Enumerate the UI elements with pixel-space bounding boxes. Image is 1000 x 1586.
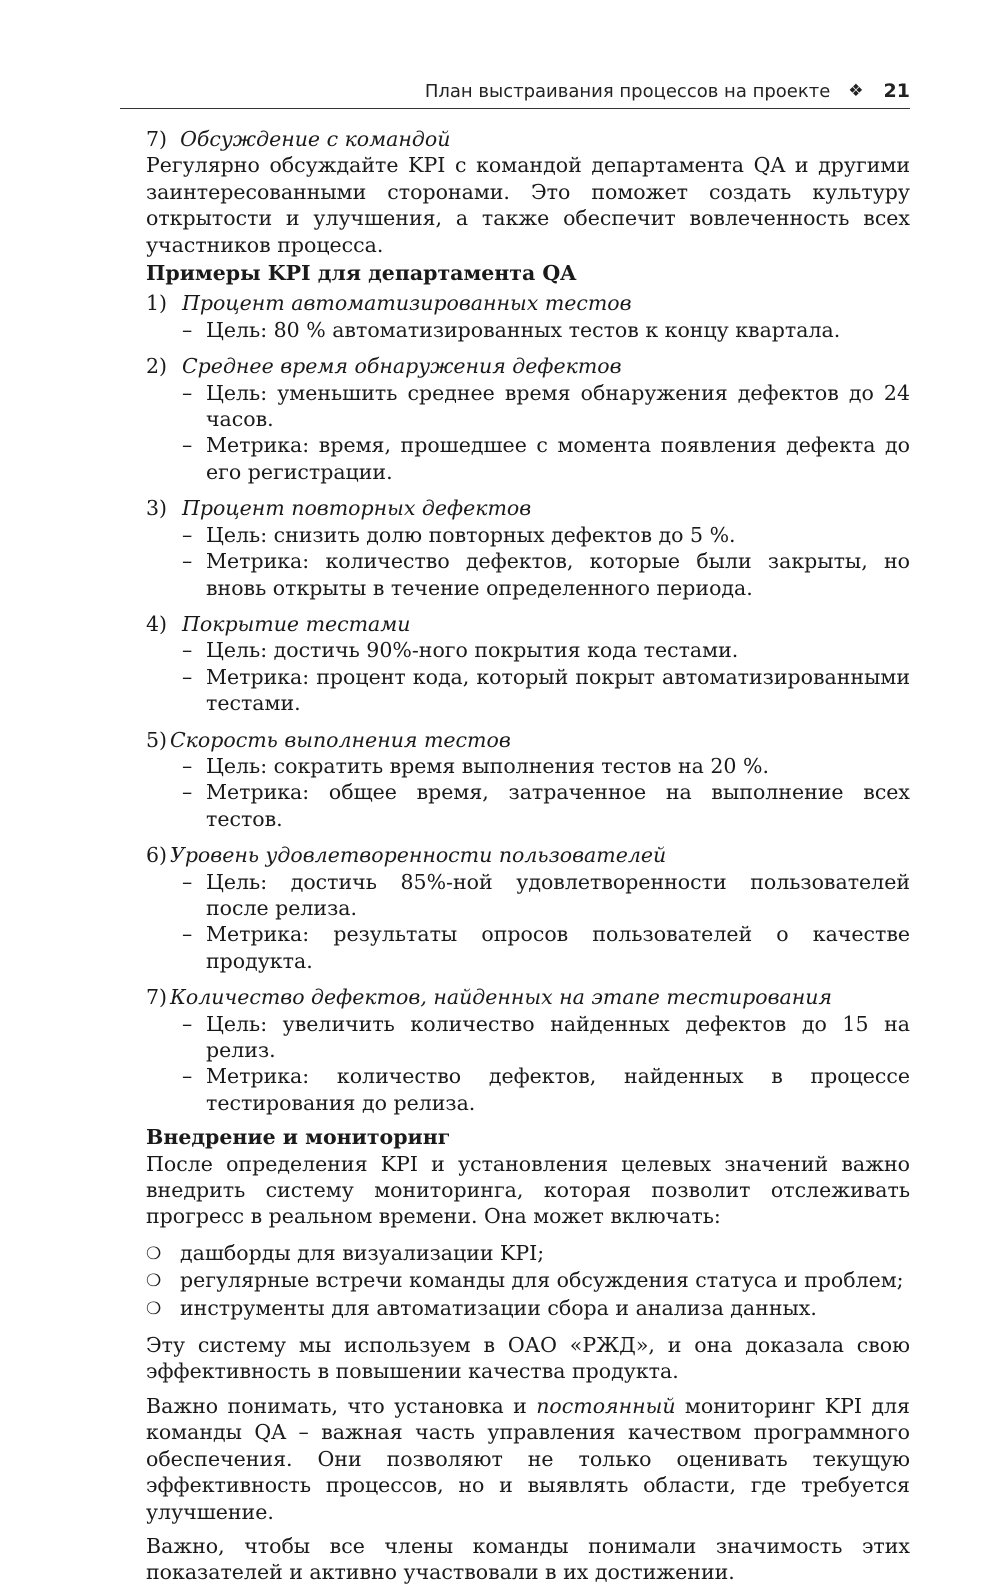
kpi-detail-text: Метрика: количество дефектов, найденных в процессе тестирования до релиза.	[206, 1064, 910, 1115]
page-number: 21	[883, 80, 910, 102]
kpi-number: 6)	[146, 843, 168, 868]
kpi-number: 5)	[146, 727, 168, 752]
kpi-detail	[146, 1063, 910, 1116]
monitoring-intro: После определения KPI и установления целевых значений важно внедрить систему мониторинга, которая позволит отслеживать прогресс в реальном времени. Она может включать:	[146, 1151, 910, 1229]
kpi-item	[146, 353, 910, 485]
kpi-detail	[146, 753, 910, 779]
kpi-item	[146, 611, 910, 717]
dash-bullet-icon: –	[182, 433, 193, 458]
circle-bullet-icon: ❍	[146, 1243, 162, 1264]
dash-bullet-icon: –	[182, 638, 193, 663]
kpi-detail-text: Цель: достичь 85%-ной удовлетворенности пользователей после релиза.	[206, 869, 910, 920]
header-rule	[120, 108, 910, 109]
kpi-detail-text: Метрика: время, прошедшее с момента появления дефекта до его регистрации.	[206, 433, 910, 484]
running-title: План выстраивания процессов на проекте	[424, 80, 831, 102]
page-body	[146, 126, 910, 1586]
bullet-text: регулярные встречи команды для обсуждения статуса и проблем;	[180, 1268, 904, 1293]
emphasis-word: постоянный	[536, 1393, 676, 1418]
kpi-number: 7)	[146, 985, 168, 1010]
kpi-detail-text: Цель: 80 % автоматизированных тестов к концу квартала.	[206, 317, 841, 342]
dash-bullet-icon: –	[182, 664, 193, 689]
kpi-list	[146, 290, 910, 1116]
kpi-title-text: Процент повторных дефектов	[182, 496, 532, 521]
kpi-item	[146, 290, 910, 343]
intro-item-title	[146, 126, 910, 152]
dash-bullet-icon: –	[182, 1064, 193, 1089]
kpi-title-text: Скорость выполнения тестов	[170, 727, 511, 752]
kpi-title	[146, 611, 910, 637]
dash-bullet-icon: –	[182, 549, 193, 574]
kpi-number: 4)	[146, 611, 168, 636]
kpi-title-text: Уровень удовлетворенности пользователей	[170, 843, 667, 868]
kpi-title	[146, 353, 910, 379]
kpi-detail-text: Метрика: результаты опросов пользователей о качестве продукта.	[206, 922, 910, 973]
kpi-detail	[146, 522, 910, 548]
bullet-text: дашборды для визуализации KPI;	[180, 1240, 545, 1265]
kpi-detail	[146, 637, 910, 663]
kpi-detail	[146, 1011, 910, 1064]
kpi-title	[146, 727, 910, 753]
bullet-item	[146, 1267, 910, 1294]
kpi-detail-text: Метрика: процент кода, который покрыт автоматизированными тестами.	[206, 664, 910, 716]
dash-bullet-icon: –	[182, 869, 193, 894]
dash-bullet-icon: –	[182, 1011, 193, 1036]
paragraph-rzd: Эту систему мы используем в ОАО «РЖД», и она доказала свою эффективность в повышении качества продукта.	[146, 1333, 910, 1384]
circle-bullet-icon: ❍	[146, 1298, 162, 1319]
kpi-detail-text: Цель: сократить время выполнения тестов на 20 %.	[206, 753, 769, 778]
kpi-title	[146, 842, 910, 868]
kpi-detail-text: Цель: увеличить количество найденных дефектов до 15 на релиз.	[206, 1011, 910, 1062]
monitoring-heading: Внедрение и мониторинг	[146, 1125, 451, 1150]
dash-bullet-icon: –	[182, 753, 193, 778]
kpi-detail	[146, 432, 910, 485]
kpi-detail	[146, 921, 910, 974]
kpi-detail	[146, 317, 910, 343]
kpi-detail	[146, 869, 910, 922]
kpi-detail	[146, 664, 910, 717]
intro-item-text: Регулярно обсуждайте KPI с командой департамента QA и другими заинтересованными сторонами. Это поможет создать культуру открытости и улучшения, а также обеспечит вовлеченность всех участников процесса.	[146, 153, 910, 257]
kpi-detail-text: Метрика: количество дефектов, которые были закрыты, но вновь открыты в течение определенного периода.	[206, 549, 910, 600]
kpi-detail	[146, 548, 910, 601]
dash-bullet-icon: –	[182, 380, 193, 405]
kpi-detail	[146, 779, 910, 832]
intro-item-number: 7)	[146, 127, 168, 151]
kpi-title	[146, 495, 910, 521]
monitoring-bullets	[146, 1240, 910, 1322]
examples-heading: Примеры KPI для департамента QA	[146, 261, 577, 286]
kpi-title-text: Процент автоматизированных тестов	[182, 291, 632, 316]
kpi-item	[146, 984, 910, 1116]
kpi-item	[146, 842, 910, 974]
kpi-detail	[146, 380, 910, 433]
kpi-detail-text: Цель: уменьшить среднее время обнаружения дефектов до 24 часов.	[206, 380, 910, 432]
running-header	[120, 76, 910, 106]
kpi-number: 1)	[146, 291, 168, 316]
kpi-title-text: Среднее время обнаружения дефектов	[182, 354, 622, 379]
dash-bullet-icon: –	[182, 317, 193, 342]
bullet-item	[146, 1295, 910, 1322]
diamond-ornament-icon: ❖	[848, 81, 864, 101]
kpi-detail-text: Цель: снизить долю повторных дефектов до 5 %.	[206, 522, 736, 547]
bullet-text: инструменты для автоматизации сбора и анализа данных.	[180, 1295, 817, 1320]
circle-bullet-icon: ❍	[146, 1271, 162, 1292]
kpi-item	[146, 727, 910, 833]
dash-bullet-icon: –	[182, 780, 193, 805]
kpi-title	[146, 290, 910, 316]
bullet-item	[146, 1240, 910, 1267]
kpi-number: 3)	[146, 496, 168, 521]
paragraph-importance: Важно понимать, что установка и постоянный мониторинг KPI для команды QA – важная часть управления качеством программного обеспечения. Они позволяют не только оценивать текущую эффективность процессов, но и выявлять области, где требуется улучшение.	[146, 1393, 910, 1524]
dash-bullet-icon: –	[182, 922, 193, 947]
kpi-detail-text: Метрика: общее время, затраченное на выполнение всех тестов.	[206, 780, 910, 831]
kpi-title-text: Количество дефектов, найденных на этапе тестирования	[170, 985, 833, 1010]
dash-bullet-icon: –	[182, 522, 193, 547]
kpi-item	[146, 495, 910, 601]
intro-item-title-text: Обсуждение с командой	[180, 127, 451, 151]
kpi-title-text: Покрытие тестами	[182, 611, 411, 636]
kpi-title	[146, 984, 910, 1010]
kpi-number: 2)	[146, 354, 168, 379]
kpi-detail-text: Цель: достичь 90%-ного покрытия кода тестами.	[206, 638, 739, 663]
paragraph-final: Важно, чтобы все члены команды понимали значимость этих показателей и активно участвовали в их достижении.	[146, 1533, 910, 1585]
